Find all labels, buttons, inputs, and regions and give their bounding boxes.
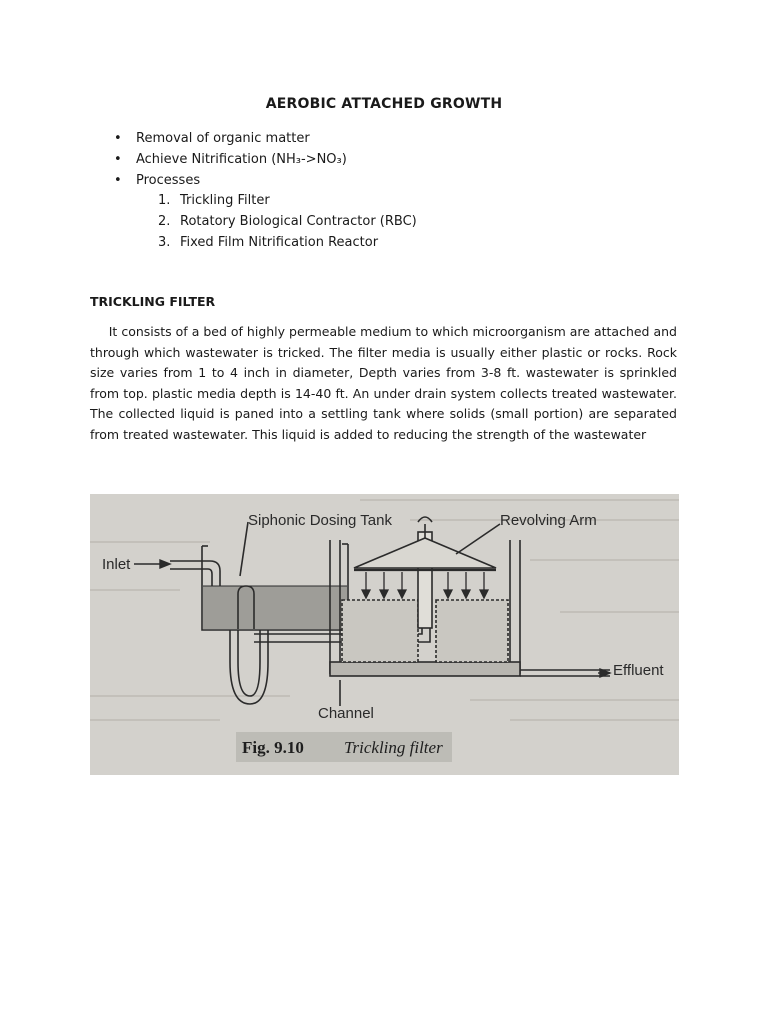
bullet-item	[112, 170, 347, 191]
paragraph-text: It consists of a bed of highly permeable medium to which microorganism are attached and through which wastewater is tricked. The filter media is usually either plastic or rocks. Rock size varies from 1 to 4 inch in diameter, Depth varies from 3-8 ft. wastewater is sprinkled from top. plastic media depth is 14-40 ft. An under drain system collects treated wastewater. The collected liquid is paned into a settling tank where solids (small portion) are separated from treated wastewater. This liquid is added to reducing the strength of the wastewater	[90, 324, 677, 442]
process-item	[158, 232, 417, 253]
caption-title: Trickling filter	[344, 738, 443, 757]
page-title: AEROBIC ATTACHED GROWTH	[265, 96, 503, 112]
diagram-structure	[170, 517, 610, 706]
bullet-item	[112, 128, 347, 149]
bullet-icon: •	[114, 131, 122, 146]
bullet-item	[112, 149, 347, 170]
trickling-filter-figure	[90, 494, 679, 775]
process-label: Rotatory Biological Contractor (RBC)	[180, 214, 417, 229]
figure-diagram	[90, 494, 679, 775]
label-channel: Channel	[318, 705, 374, 722]
process-number: 2.	[158, 214, 171, 229]
process-number: 3.	[158, 235, 171, 250]
process-item	[158, 211, 417, 232]
siphon-tube	[230, 630, 268, 704]
bullet-text: Processes	[136, 173, 201, 188]
label-inlet: Inlet	[102, 556, 131, 573]
process-label: Trickling Filter	[180, 193, 270, 208]
bullet-text: Achieve Nitrification (NH₃->NO₃)	[136, 152, 347, 167]
process-list	[158, 190, 417, 253]
label-siphonic-dosing-tank: Siphonic Dosing Tank	[248, 512, 392, 529]
bullet-icon: •	[114, 152, 122, 167]
bullet-icon: •	[114, 173, 122, 188]
revolving-arm	[354, 538, 496, 568]
process-item	[158, 190, 417, 211]
label-effluent: Effluent	[613, 662, 664, 679]
filter-media-left	[342, 600, 418, 662]
tank-water	[203, 586, 347, 629]
section-heading: TRICKLING FILTER	[90, 294, 216, 309]
caption-number: Fig. 9.10	[242, 738, 304, 757]
label-revolving-arm: Revolving Arm	[500, 512, 597, 529]
process-label: Fixed Film Nitrification Reactor	[180, 235, 379, 250]
filter-base	[330, 662, 520, 676]
section-paragraph	[90, 322, 677, 446]
process-number: 1.	[158, 193, 171, 208]
bullet-list	[112, 128, 347, 191]
filter-media-right	[436, 600, 508, 662]
bullet-text: Removal of organic matter	[136, 131, 310, 146]
